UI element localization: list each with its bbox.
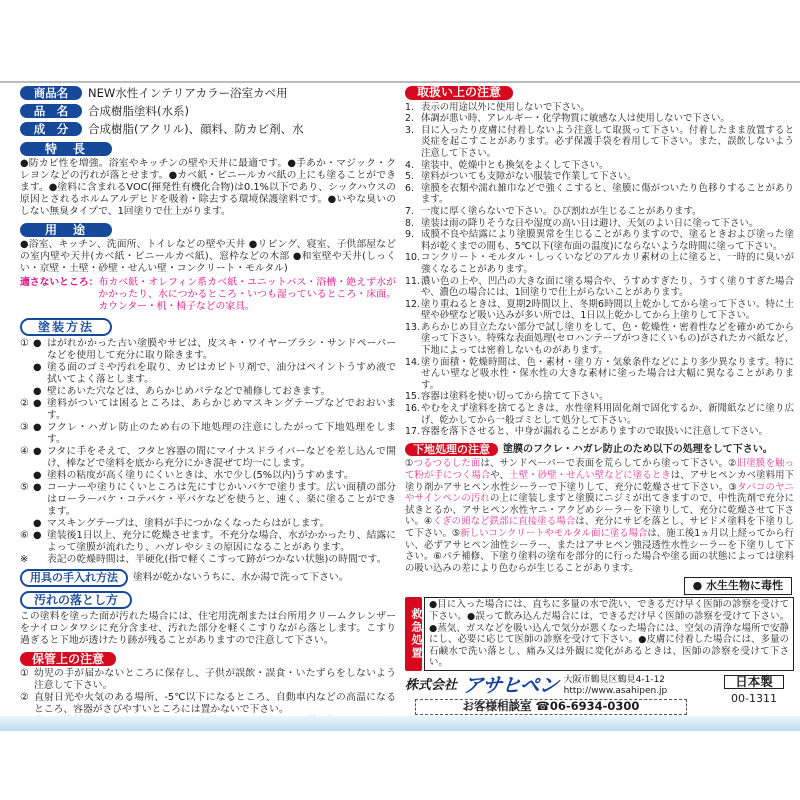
bullet: ● [33,386,42,397]
storage-item [20,668,396,692]
storage-item [20,692,396,716]
features-heading: 特 長 [20,142,112,156]
step-number [20,362,33,386]
step-number: ④ [20,446,29,457]
step-text: フタに手をそえて、フタと容器の間にマイナスドライバーなどを差し込んで開け、棒などで塗料を底から充分にかき混ぜて均一にします。 [47,446,396,469]
handling-item [405,322,794,357]
section-first-aid [405,597,794,671]
paint-method-step [20,338,396,362]
stain-removal-text: この塗料を塗った面が汚れた場合には、住宅用洗剤または台所用クリームクレンザーをナイロンタワシに充分含ませ、汚れた部分を軽くこすりながら落とします。こすり過ぎると下地が透けたり跡が残ることがありますので注意して下さい。 [20,611,396,646]
handling-item [405,206,794,218]
item-text: 成膜不良や結露により塗膜異常を生じることがありますので、塗るときおよび塗った塗料が乾くまでの間も、5℃以下(塗布面の温度)にならないような時間に塗って下さい。 [421,229,794,252]
first-aid-heading: 救急処置 [405,597,422,671]
company-address-block [564,675,668,697]
item-text: 塗り重ねるときは、夏期2時間以上、冬期6時間以上乾かしてから塗って下さい。特に土壁や砂壁など吸い込みが多い所では、1日以上乾かしてから上塗りして下さい。 [421,298,794,322]
section-stain-removal [20,589,396,647]
item-number: 16. [405,403,420,415]
bottom-band [0,716,800,731]
item-text: やむをえず塗料を捨てるときは、水性塗料用固化剤で固化するか、新聞紙などに塗り広げ、乾かしてから一般ゴミとして処分して下さい。 [421,403,794,426]
aquatic-toxicity-box: ● 水生生物に毒性 [684,577,792,595]
bullet: ● [33,482,42,493]
uses-text: ●浴室、キッチン、洗面所、トイレなどの壁や天井 ●リビング、寝室、子供部屋などの室内壁や天井(カベ紙・ビニールカベ紙)、窓枠などの木部 ●和室壁や天井(しっくい・京壁・土壁・砂壁・せんい壁・コンクリート・モルタル) [20,239,396,274]
paint-method-heading: 塗装方法 [20,318,112,336]
item-number: 8. [405,217,414,229]
handling-item [405,426,794,438]
asahipen-logo: アサヒペン [461,673,559,698]
paint-method-step [20,530,396,554]
item-number: 9. [405,229,414,241]
step-text: マスキングテープは、塗料が手につかなくなったらはがします。 [47,518,330,529]
bullet: ● [33,362,42,373]
paint-method-step [20,398,396,422]
item-text: 塗り面積・乾燥時間は、色・素材・塗り方・気象条件などにより多少異なります。特にせんい壁など吸水性・保水性の大きな素材に塗った場合は大幅に異なることがあります。 [421,356,794,391]
step-number: ① [20,338,29,349]
item-text: 塗装は雨の降りそうな日や湿度の高い日は避け、天気のよい日に塗って下さい。 [421,217,759,229]
company-block [405,675,708,715]
uses-heading: 用 途 [20,223,112,237]
handling-item [405,160,794,172]
handling-item [405,113,794,125]
paint-method-step [20,482,396,518]
unsuitable-text: 布カベ紙・オレフィン系カベ紙・ユニットバス・浴槽・絶えず水がかかったり、水につかるところ・いつも湿っているところ・床面。カウンター・机・椅子などの家具。 [98,277,396,312]
item-text: 濃い色の上や、凹凸の大きな面に塗る場合や、うすめすぎたり、うすく塗りすぎた場合や、濃色の場合には、1回塗りで仕上がらないことがあります。 [421,275,794,299]
handling-item [405,229,794,252]
primer-text: ①つるつるした面は、サンドペーパーで表面を荒らしてから塗って下さい。②旧塗膜を触って粉が手につく場合や、土壁・砂壁・せんい壁などに塗るときは、アサヒペンカベ塗料用下塗り剤かアサヒペン水性シーラーで下塗りして、充分に乾燥させて下さい。③タバコのヤニやサインペンの汚れの上に塗装しますと塗膜にニジミが出てきますので、中性洗剤で充分に拭きとるか、アサヒペン水性ヤニ・アクどめシーラーを下塗りして、充分に乾燥させて下さい。④くぎの頭など鉄部に直接塗る場合は、充分にサビを落とし、サビドメ塗料を下塗りして下さい。⑤新しいコンクリートやモルタル面に塗る場合は、施工後1ヵ月以上経ってから行い、必ずアサヒペン油性シーラー、またはアサヒペン強浸透性水性シーラーを下塗りして下さい。⑥パテ補修、下塗り塗料の塗布を部分的に行った場合や塗る面の状態によっては塗料の吸い込みの差により色むらが生じることがあります。 [405,458,794,574]
item-name-row [20,104,396,118]
item-number: 5. [405,171,414,183]
item-text: 容器を落下させると、中身が漏れることがありますので取扱いに注意して下さい。 [421,426,768,438]
section-primer [405,443,794,575]
item-name-value: 合成樹脂塗料(水系) [88,104,189,118]
section-features [20,140,396,218]
item-text: 塗装中、乾燥中とも換気をよくして下さい。 [421,159,609,171]
support-label: お客様相談室 [462,698,532,713]
footer [405,675,794,715]
item-number: 7. [405,205,414,217]
unsuitable-label: 適さないところ： [20,277,99,288]
handling-item [405,183,794,206]
stain-removal-heading: 汚れの落とし方 [20,591,132,609]
item-number: 14. [405,356,420,368]
product-name-label: 商品名 [20,86,82,100]
note-marker: ※ [20,554,29,565]
handling-item [405,403,794,426]
item-number: 2. [405,113,414,125]
item-number: 13. [405,321,420,333]
paint-method-step [20,518,396,530]
step-number [20,518,33,530]
phone-icon: ☎ [535,698,550,713]
item-number: 15. [405,391,420,403]
left-column [20,86,396,731]
item-marker: ① [20,668,29,679]
item-number: 17. [405,426,420,438]
item-number: 10. [405,252,420,264]
step-number: ③ [20,422,29,433]
step-number [20,386,33,398]
bullet: ● [33,422,42,433]
step-number [20,470,33,482]
ingredients-value: 合成樹脂(アクリル)、顔料、防カビ剤、水 [88,122,304,136]
primer-intro: 塗膜のフクレ・ハガレ防止のため以下の処理をして下さい。 [503,443,773,455]
paint-method-step [20,362,396,386]
ingredients-row [20,122,396,136]
item-number: 6. [405,182,414,194]
company-prefix: 株式会社 [405,678,458,694]
bullet: ● [33,518,42,529]
bullet: ● [33,338,42,349]
item-text: 塗料がついても支障がない服装で作業して下さい。 [421,171,637,183]
step-text: 塗料がついては困るところは、あらかじめマスキングテープなどでおおいます。 [47,398,396,421]
step-text: 塗る面のゴミや汚れを取り、カビはカビトリ剤で、油分はペイントうすめ液で拭いてよく落とします。 [47,362,396,385]
step-text: フクレ・ハガレ防止のため右の下地処理の注意にしたがって下地処理をします。 [47,422,396,445]
paint-method-step [20,422,396,446]
step-text: はがれかかった古い塗膜やサビは、皮スキ・ワイヤーブラシ・サンドペーパーなどを使用して充分に取り除きます。 [47,338,396,361]
item-text: 幼児の手が届かないところに保存し、子供が誤飲・誤食・いたずらをしないよう注意して下さい。 [34,668,396,691]
section-paint-method [20,316,396,566]
primer-heading: 下地処理の注意 [405,443,498,457]
item-number: 1. [405,101,414,113]
item-marker: ② [20,692,29,703]
paint-method-note [20,554,396,566]
item-text: 塗膜を衣類や濡れ雑巾などで強くこすると、塗膜に傷がついたり色移りすることがあります。 [421,182,794,206]
item-text: あらかじめ目立たない部分で試し塗りをして、色・乾燥性・密着性などを確かめてから塗って下さい。特殊な表面処理(セロハンテープがつきにくいもの)がされたカベ紙など、下地によっては密着しないものがあります。 [421,321,794,357]
company-address: 大阪市鶴見区鶴見4-1-12 [563,674,666,685]
item-text: 容器は塗料を使い切ってから捨てて下さい。 [421,391,609,403]
note-text: 表記の乾燥時間は、半硬化(指で軽くこすって跡がつかない状態)の時間です。 [47,554,387,565]
paint-method-step [20,446,396,470]
step-number: ⑥ [20,530,29,541]
ingredients-label: 成 分 [20,122,82,136]
step-text: 塗料の粘度が高く塗りにくいときは、水で少し(5%以内)うすめます。 [47,470,354,481]
right-column [405,86,794,731]
label-content [0,86,800,731]
handling-item [405,357,794,392]
item-text: 目に入ったり皮膚に付着しないよう注意して取扱って下さい。付着したまま放置すると炎症を起こすことがあります。必ず保護手袋を着用して下さい。また、誤飲しないよう注意して下さい。 [421,124,794,159]
step-number: ② [20,398,29,409]
step-text: コーナーや塗りにくいところは先にすじかいバケで塗ります。広い面積の部分はローラーバケ・コテバケ・平バケなどを使うと、速く、楽に塗ることができます。 [47,482,396,517]
handling-item [405,391,794,403]
customer-support-box [415,699,687,715]
product-name-value: NEW水性インテリアカラー浴室カベ用 [88,86,288,100]
item-number: 3. [405,124,414,136]
product-code: 00-1311 [731,691,777,705]
tool-care-heading: 用具の手入れ方法 [20,569,128,587]
company-url: http://www.asahipen.jp [563,685,668,696]
item-text: 表示の用途以外に使用しないで下さい。 [421,101,590,113]
section-handling [405,86,794,438]
handling-item [405,218,794,230]
origin-block [714,675,794,704]
paint-method-step [20,386,396,398]
unsuitable-note [20,277,396,313]
paint-method-step [20,470,396,482]
item-text: コンクリート・モルタル・しっくいなどのアルカリ素材の上に塗ると、一時的に臭いが強くなることがあります。 [421,252,794,275]
handling-heading: 取扱い上の注意 [405,86,513,100]
made-in-japan-box: 日本製 [724,675,784,689]
item-text: 一度に厚く塗らないで下さい。ひび割れが生じることがあります。 [421,205,702,217]
step-number: ⑤ [20,482,29,493]
features-text: ●防カビ性を増強。浴室やキッチンの壁や天井に最適です。●手あか・マジック・クレヨンなどの汚れが落とせます。●カベ紙・ビニールカベ紙の上にも塗ることができます。●塗料に含まれるVOC(揮発性有機化合物)は0.1%以下であり、シックハウスの原因とされるホルムアルデヒドを吸着・除去する環境保護塗料です。●いやな臭いのしない無臭タイプで、1回塗りで仕上がります。 [20,158,396,217]
item-text: 直射日光や火気のある場所、-5℃以下になるところ、自動車内などの高温になるところ、容器がさびやすいところには置かないで下さい。 [34,692,396,715]
top-divider [0,81,800,83]
handling-item [405,299,794,322]
tool-care-text: 塗料が乾かないうちに、水か湯で洗って下さい。 [133,572,349,583]
handling-item [405,102,794,114]
bullet: ● [33,530,42,541]
section-uses [20,221,396,313]
section-tool-care [20,569,396,587]
bullet: ● [33,470,42,481]
bullet: ● [33,398,42,409]
step-text: 塗装後1日以上、充分に乾燥させます。不充分な場合、水がかかったり、結露によって塗膜が流れたり、ハガレやシミの原因になることがあります。 [47,530,396,553]
storage-heading: 保管上の注意 [20,652,116,666]
handling-item [405,171,794,183]
handling-item [405,252,794,275]
step-text: 壁にあいた穴などは、あらかじめパテなどで補修しておきます。 [47,386,331,397]
item-text: 体調が悪い時、アレルギー・化学物質に敏感な人は使用しないで下さい。 [421,113,730,125]
item-number: 4. [405,159,414,171]
handling-item [405,276,794,299]
product-name-row [20,86,396,100]
item-name-label: 品 名 [20,104,82,118]
support-phone: 06-6934-0300 [549,698,640,713]
item-number: 11. [405,275,420,287]
handling-item [405,125,794,160]
item-number: 12. [405,298,420,310]
first-aid-text: ●目に入った場合には、直ちに多量の水で洗い、できるだけ早く医師の診察を受けて下さい。●誤って飲み込んだ場合には、できるだけ早く医師の診察を受けて下さい。●蒸気、ガスなどを吸い込んで気分が悪くなった場合には、空気の清浄な場所で安静にし、必要に応じて医師の診察を受けて下さい。●皮膚に付着した場合には、多量の石鹸水で洗い落とし、痛み又は外観に変化があるときは、医師の診察を受けて下さい。 [424,597,794,671]
bullet: ● [33,446,42,457]
